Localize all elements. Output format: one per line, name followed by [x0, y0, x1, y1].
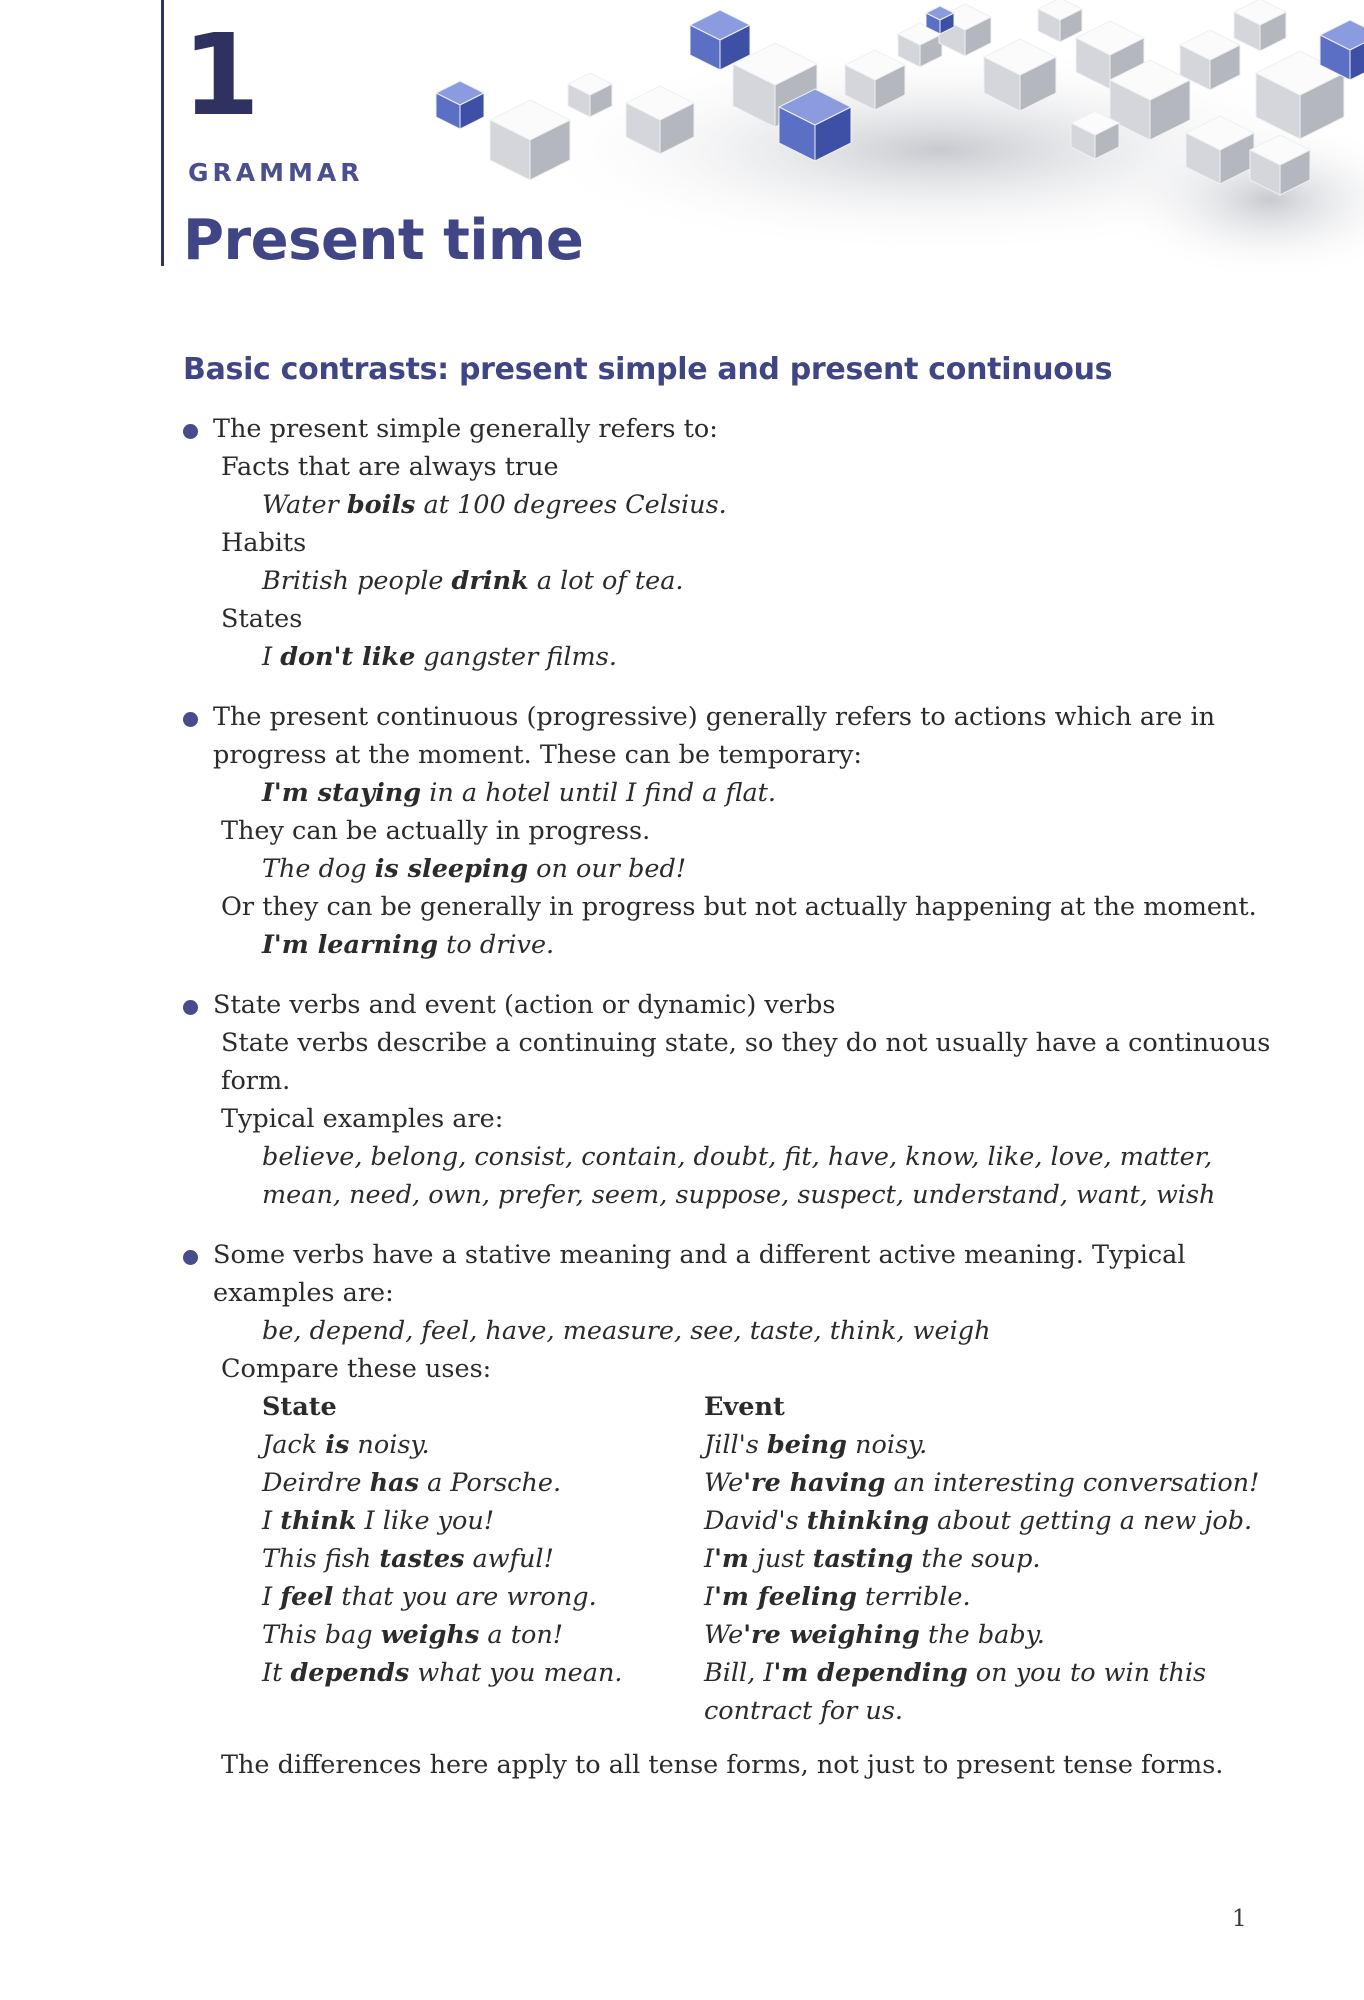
- bullet-intro: Some verbs have a stative meaning and a different active meaning. Typical examples are:: [213, 1240, 1186, 1308]
- bullet-stative-active: [178, 1236, 1298, 1730]
- table-row: [262, 1464, 1298, 1502]
- usage-label: Facts that are always true: [221, 452, 559, 482]
- state-example: I feel that you are wrong.: [262, 1582, 597, 1612]
- table-header-row: [262, 1388, 1298, 1426]
- bullet-dot: [183, 712, 198, 727]
- page-title: Present time: [183, 208, 584, 273]
- explanation-text: They can be actually in progress.: [221, 816, 651, 846]
- table-row: [262, 1616, 1298, 1654]
- bullet-dot: [183, 1250, 198, 1265]
- lesson-content: [178, 410, 1298, 1784]
- unit-number: 1: [182, 11, 256, 141]
- bullet-intro: The present simple generally refers to:: [213, 414, 718, 444]
- event-example: Bill, I'm depending on you to win this contract for us.: [704, 1658, 1207, 1726]
- example-sentence: I'm staying in a hotel until I find a flat.: [262, 778, 777, 808]
- state-column-header: State: [262, 1392, 337, 1422]
- bullet-state-verbs: [178, 986, 1298, 1214]
- event-example: I'm just tasting the soup.: [704, 1544, 1041, 1574]
- table-row: [262, 1502, 1298, 1540]
- explanation-text: Compare these uses:: [221, 1354, 492, 1384]
- bullet-intro: The present continuous (progressive) generally refers to actions which are in progress at the moment. These can be temporary:: [213, 702, 1216, 770]
- example-sentence: The dog is sleeping on our bed!: [262, 854, 687, 884]
- verb-list: believe, belong, consist, contain, doubt, fit, have, know, like, love, matter, mean, need, own, prefer, seem, suppose, suspect, understand, want, wish: [262, 1142, 1216, 1210]
- closing-note: The differences here apply to all tense forms, not just to present tense forms.: [221, 1750, 1224, 1780]
- state-example: I think I like you!: [262, 1506, 495, 1536]
- explanation-text: State verbs describe a continuing state, so they do not usually have a continuous form.: [221, 1028, 1271, 1096]
- table-row: [262, 1540, 1298, 1578]
- bullet-dot: [183, 1000, 198, 1015]
- page-number: 1: [1232, 1906, 1247, 1932]
- event-example: David's thinking about getting a new job.: [704, 1506, 1253, 1536]
- explanation-text: Typical examples are:: [221, 1104, 504, 1134]
- table-row: [262, 1426, 1298, 1464]
- event-example: I'm feeling terrible.: [704, 1582, 971, 1612]
- section-label: GRAMMAR: [188, 158, 364, 187]
- event-example: Jill's being noisy.: [704, 1430, 928, 1460]
- section-heading: Basic contrasts: present simple and present continuous: [183, 352, 1113, 387]
- unit-side-rule: [161, 0, 164, 266]
- example-sentence: I don't like gangster films.: [262, 642, 617, 672]
- state-example: This bag weighs a ton!: [262, 1620, 564, 1650]
- state-example: This fish tastes awful!: [262, 1544, 554, 1574]
- bullet-present-simple: [178, 410, 1298, 676]
- example-sentence: Water boils at 100 degrees Celsius.: [262, 490, 727, 520]
- event-example: We're weighing the baby.: [704, 1620, 1045, 1650]
- usage-label: Habits: [221, 528, 307, 558]
- verb-list: be, depend, feel, have, measure, see, taste, think, weigh: [262, 1316, 991, 1346]
- state-example: Jack is noisy.: [262, 1430, 430, 1460]
- state-example: It depends what you mean.: [262, 1658, 623, 1688]
- example-sentence: British people drink a lot of tea.: [262, 566, 684, 596]
- bullet-intro: State verbs and event (action or dynamic) verbs: [213, 990, 836, 1020]
- table-row: [262, 1654, 1298, 1730]
- example-sentence: I'm learning to drive.: [262, 930, 555, 960]
- state-event-table: [213, 1388, 1298, 1730]
- floating-cubes-illustration: [420, 0, 1364, 290]
- state-example: Deirdre has a Porsche.: [262, 1468, 562, 1498]
- explanation-text: Or they can be generally in progress but not actually happening at the moment.: [221, 892, 1257, 922]
- bullet-dot: [183, 424, 198, 439]
- table-row: [262, 1578, 1298, 1616]
- event-example: We're having an interesting conversation!: [704, 1468, 1260, 1498]
- event-column-header: Event: [704, 1392, 785, 1422]
- bullet-present-continuous: [178, 698, 1298, 964]
- usage-label: States: [221, 604, 303, 634]
